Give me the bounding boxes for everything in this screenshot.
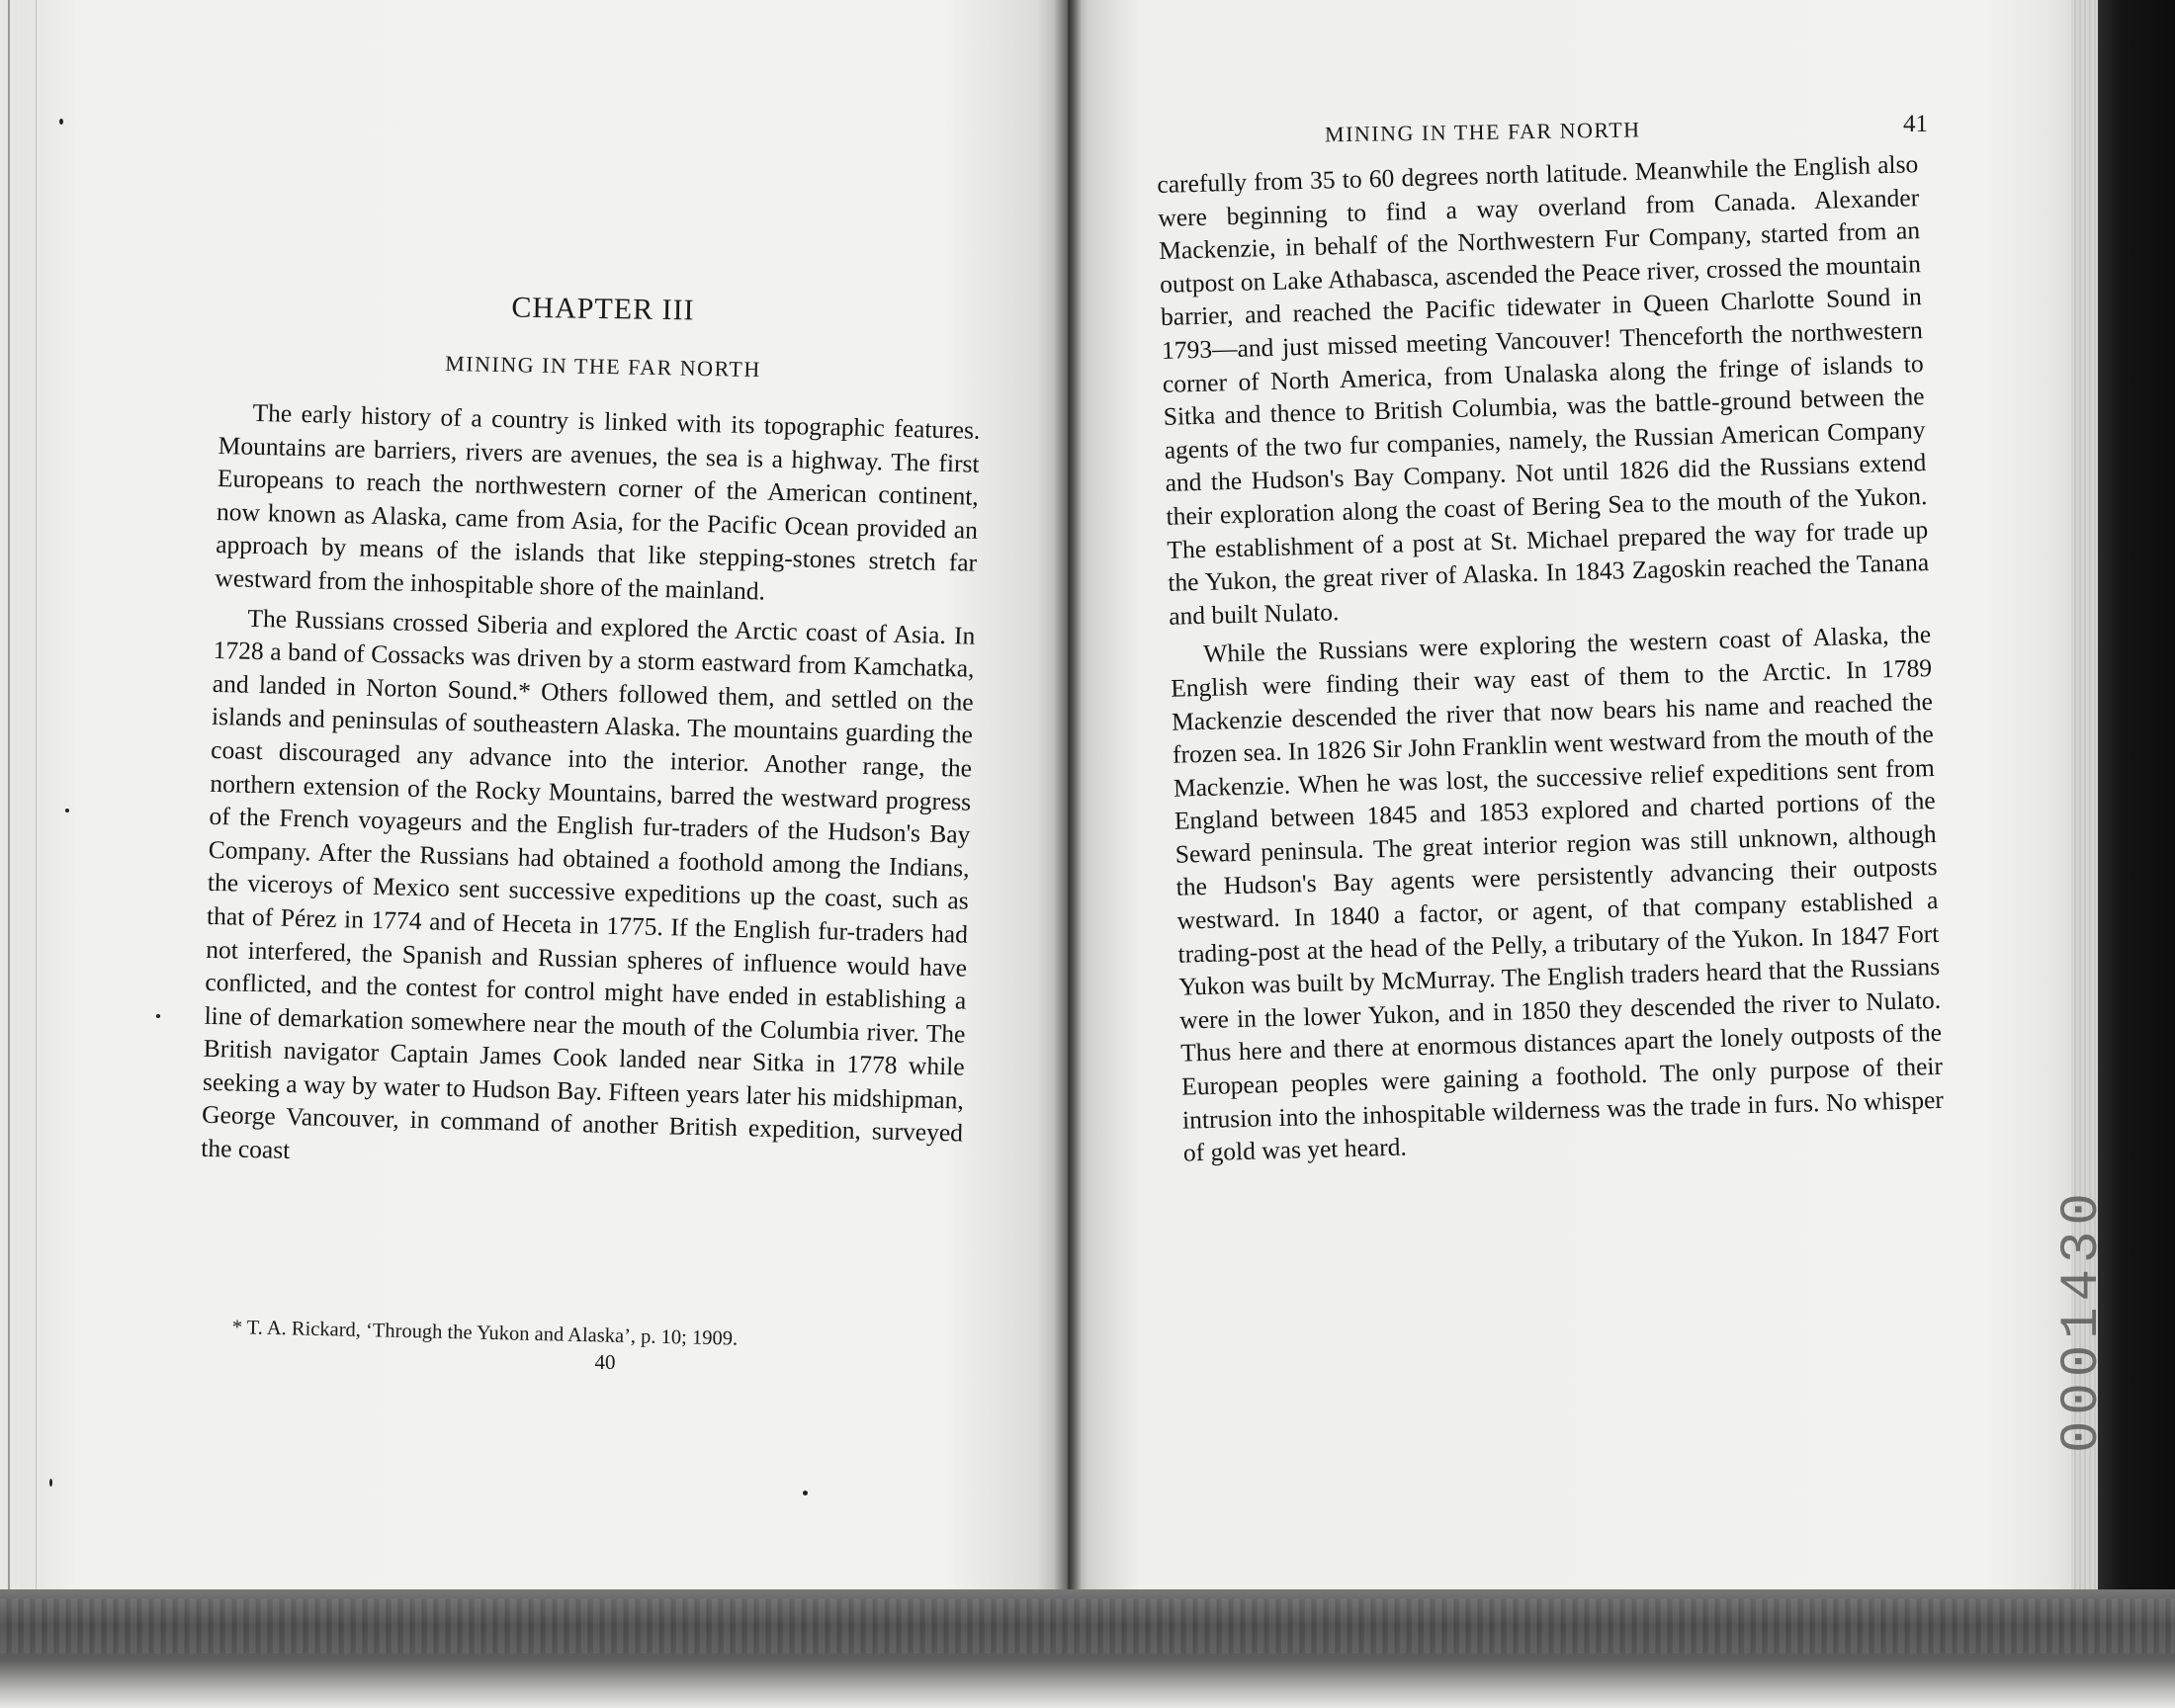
scan-speck	[65, 809, 69, 812]
paragraph: The early history of a country is linked with its topographic features. Mountains are barriers, rivers are avenues, the sea is a highway. The first Europeans to reach the northwestern corner of the American continent, now known as Alaska, came from Asia, for the Pacific Ocean provided an approach by means of the islands that like stepping-stones stretch far westward from the inhospitable shore of the mainland.	[215, 397, 981, 606]
margin-stamp: 0001430	[2052, 1187, 2113, 1453]
right-page-body	[1157, 147, 1945, 1169]
bottom-scan-band	[0, 1589, 2175, 1708]
scan-speck	[49, 1479, 52, 1487]
scan-speck	[156, 1014, 160, 1018]
page-number-left: 40	[594, 1350, 616, 1374]
paragraph: The Russians crossed Siberia and explored the Arctic coast of Asia. In 1728 a band of Cossacks was driven by a storm eastward from Kamchatka, and landed in Norton Sound.* Others followed them, and settled on the islands and peninsulas of southeastern Alaska. The mountains guarding the coast discouraged any advance into the interior. Another range, the northern extension of the Rocky Mountains, barred the westward progress of the French voyageurs and the English fur-traders of the Hudson's Bay Company. After the Russians had obtained a foothold among the Indians, the viceroys of Mexico sent successive expeditions up the coast, such as that of Pérez in 1774 and of Heceta in 1775. If the English fur-traders had not interfered, the Spanish and Russian spheres of influence would have conflicted, and the contest for control might have ended in establishing a line of demarkation somewhere near the mouth of the Columbia river. The British navigator Captain James Cook landed near Sitka in 1778 while seeking a way by water to Hudson Bay. Fifteen years later his midshipman, George Vancouver, in command of another British expedition, surveyed the coast	[201, 603, 976, 1165]
chapter-title: MINING IN THE FAR NORTH	[445, 350, 762, 383]
page-number-right: 41	[1903, 111, 1928, 137]
scan-speck	[803, 1491, 808, 1495]
scan-speck	[59, 119, 63, 125]
book-gutter	[1054, 0, 1082, 1601]
footnote: * T. A. Rickard, ‘Through the Yukon and Alaska’, p. 10; 1909.	[231, 1317, 739, 1350]
chapter-heading: CHAPTER III	[511, 291, 695, 327]
paragraph: While the Russians were exploring the western coast of Alaska, the English were finding their way east of them to the Arctic. In 1789 Mackenzie descended the river that now bears his name and reached the frozen sea. In 1826 Sir John Franklin went westward from the mouth of the Mackenzie. When he was lost, the successive relief expeditions sent from England between 1845 and 1853 explored and charted portions of the Seward peninsula. The great interior region was still unknown, although the Hudson's Bay agents were persistently advancing their outposts westward. In 1840 a factor, or agent, of that company established a trading-post at the head of the Pelly, a tributary of the Yukon. In 1847 Fort Yukon was built by McMurray. The English traders heard that the Russians were in the lower Yukon, and in 1850 they descended the river to Nulato. Thus here and there at enormous distances apart the lonely outposts of the European peoples were gaining a foothold. The only purpose of their intrusion into the inhospitable wilderness was the trade in furs. No whisper of gold was yet heard.	[1170, 620, 1945, 1167]
left-page-body	[201, 395, 981, 1183]
running-head: MINING IN THE FAR NORTH	[1324, 117, 1641, 147]
left-page-edges	[8, 0, 37, 1601]
paragraph: carefully from 35 to 60 degrees north latitude. Meanwhile the English also were beginning to find a way overland from Canada. Alexander Mackenzie, in behalf of the Northwestern Fur Company, started from an outpost on Lake Athabasca, ascended the Peace river, crossed the mountain barrier, and reached the Pacific tidewater in Queen Charlotte Sound in 1793—and just missed meeting Vancouver! Thenceforth the northwestern corner of North America, from Unalaska along the fringe of islands to Sitka and thence to British Columbia, was the battle-ground between the agents of the two fur companies, namely, the Russian American Company and the Hudson's Bay Company. Not until 1826 did the Russians extend their exploration along the coast of Bering Sea to the mouth of the Yukon. The establishment of a post at St. Michael prepared the way for trade up the Yukon, the great river of Alaska. In 1843 Zagoskin reached the Tanana and built Nulato.	[1157, 149, 1930, 631]
